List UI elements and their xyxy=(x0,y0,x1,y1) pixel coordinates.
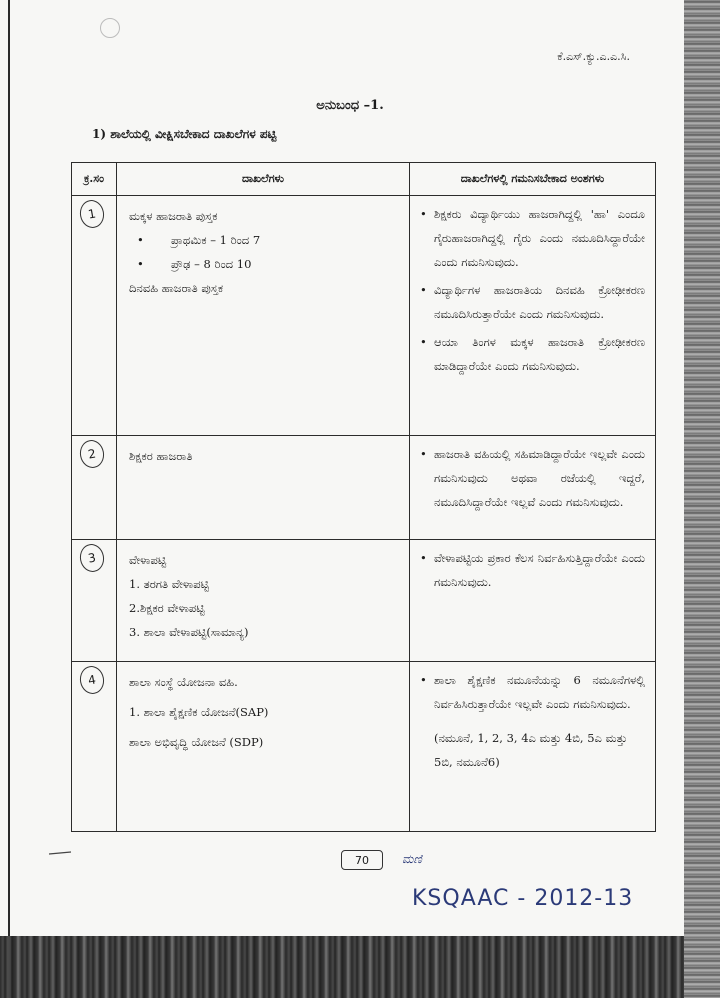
observation-item: • ಶಿಕ್ಷಕರು ವಿದ್ಯಾರ್ಥಿಯು ಹಾಜರಾಗಿದ್ದಲ್ಲಿ 'ಹಾ' ಎಂದೂ ಗೈರುಹಾಜರಾಗಿದ್ದಲ್ಲಿ ಗೈರು ಎಂದು ನಮೂದಿಸಿದ್ದಾರೆಯೇ ಎಂದು ಗಮನಿಸುವುದು. xyxy=(420,202,645,274)
table-row xyxy=(72,436,656,540)
observation-item: • ವಿದ್ಯಾರ್ಥಿಗಳ ಹಾಜರಾತಿಯ ದಿನವಹಿ ಕ್ರೋಢೀಕರಣ ನಮೂದಿಸಿರುತ್ತಾರೆಯೇ ಎಂದು ಗಮನಿಸುವುದು. xyxy=(420,278,645,326)
header-observations: ದಾಖಲೆಗಳಲ್ಲಿ ಗಮನಿಸಬೇಕಾದ ಅಂಶಗಳು xyxy=(410,163,656,196)
record-sub-item: 3. ಶಾಲಾ ವೇಳಾಪಟ್ಟಿ(ಸಾಮಾನ್ಯ) xyxy=(129,625,249,639)
record-title: ಶಾಲಾ ಸಂಸ್ಥೆ ಯೋಜನಾ ವಹಿ. xyxy=(129,675,238,689)
record-title: ವೇಳಾಪಟ್ಟಿ xyxy=(129,553,167,567)
record-title: ಮಕ್ಕಳ ಹಾಜರಾತಿ ಪುಸ್ತಕ xyxy=(129,209,218,223)
table-row xyxy=(72,540,656,662)
row-number: 1 xyxy=(78,198,106,230)
document-code: ಕೆ.ಎಸ್.ಕ್ಯು.ಎ.ಎ.ಸಿ. xyxy=(557,50,630,63)
record-sub-item: • ಪ್ರೌಢ – 8 ರಿಂದ 10 xyxy=(129,252,401,276)
record-title: ಶಿಕ್ಷಕರ ಹಾಜರಾತಿ xyxy=(129,449,193,463)
observation-cell xyxy=(410,436,656,540)
row-number-cell xyxy=(72,662,117,832)
page-binding-edge xyxy=(684,0,720,998)
record-sub-item: 1. ಶಾಲಾ ಶೈಕ್ಷಣಿಕ ಯೋಜನೆ(SAP) xyxy=(129,705,269,719)
page-number: 70 xyxy=(341,850,383,870)
record-sub-item: 2.ಶಿಕ್ಷಕರ ವೇಳಾಪಟ್ಟಿ xyxy=(129,601,205,615)
table-row xyxy=(72,662,656,832)
row-number: 2 xyxy=(78,438,106,470)
row-number-cell xyxy=(72,436,117,540)
observation-cell xyxy=(410,662,656,832)
header-number: ಕ್ರ.ಸಂ xyxy=(72,163,117,196)
scan-artifact-strip xyxy=(0,936,700,998)
row-number-cell xyxy=(72,540,117,662)
handwritten-dash-mark xyxy=(48,850,72,856)
annex-title: ಅನುಬಂಧ –1. xyxy=(316,98,384,113)
row-number-cell xyxy=(72,196,117,436)
observation-note: (ನಮೂನೆ, 1, 2, 3, 4ಎ ಮತ್ತು 4ಬಿ, 5ಎ ಮತ್ತು 5ಬಿ, ನಮೂನೆ6) xyxy=(434,731,628,769)
row-number: 4 xyxy=(78,664,106,696)
observation-item: • ಆಯಾ ತಿಂಗಳ ಮಕ್ಕಳ ಹಾಜರಾತಿ ಕ್ರೋಢೀಕರಣ ಮಾಡಿದ್ದಾರೆಯೇ ಎಂದು ಗಮನಿಸುವುದು. xyxy=(420,330,645,378)
observation-cell xyxy=(410,196,656,436)
record-sub-item: • ಪ್ರಾಥಮಿಕ – 1 ರಿಂದ 7 xyxy=(129,228,401,252)
table-row xyxy=(72,196,656,436)
observation-item: • ಶಾಲಾ ಶೈಕ್ಷಣಿಕ ನಮೂನೆಯನ್ನು 6 ನಮೂನೆಗಳಲ್ಲಿ ನಿರ್ವಹಿಸಿರುತ್ತಾರೆಯೇ ಇಲ್ಲವೇ ಎಂದು ಗಮನಿಸುವುದು. xyxy=(420,668,645,716)
record-sub-item: 1. ತರಗತಿ ವೇಳಾಪಟ್ಟಿ xyxy=(129,577,209,591)
records-table xyxy=(71,162,656,832)
section-subtitle: 1) ಶಾಲೆಯಲ್ಲಿ ವೀಕ್ಷಿಸಬೇಕಾದ ದಾಖಲೆಗಳ ಪಟ್ಟಿ xyxy=(92,127,277,141)
record-sub-item: ಶಾಲಾ ಅಭಿವೃದ್ಧಿ ಯೋಜನೆ (SDP) xyxy=(129,735,264,749)
record-cell xyxy=(117,662,410,832)
observation-item: • ಹಾಜರಾತಿ ವಹಿಯಲ್ಲಿ ಸಹಿಮಾಡಿದ್ದಾರೆಯೇ ಇಲ್ಲವೇ ಎಂದು ಗಮನಿಸುವುದು ಅಥವಾ ರಜೆಯಲ್ಲಿ ಇದ್ದರೆ, ನಮೂದಿಸಿದ್ದಾರೆಯೇ ಇಲ್ಲವೆ ಎಂದು ಗಮನಿಸುವುದು. xyxy=(420,442,645,514)
observation-cell xyxy=(410,540,656,662)
row-number: 3 xyxy=(78,542,106,574)
punch-hole-mark xyxy=(100,18,120,38)
header-records: ದಾಖಲೆಗಳು xyxy=(117,163,410,196)
record-line: ದಿನವಹಿ ಹಾಜರಾತಿ ಪುಸ್ತಕ xyxy=(129,281,224,295)
record-cell xyxy=(117,196,410,436)
page-left-edge xyxy=(8,0,10,998)
record-cell xyxy=(117,540,410,662)
table-header-row xyxy=(72,163,656,196)
record-cell xyxy=(117,436,410,540)
handwritten-signature: ಮಣಿ xyxy=(402,852,422,866)
handwritten-code: KSQAAC - 2012-13 xyxy=(412,886,634,911)
observation-item: • ವೇಳಾಪಟ್ಟಿಯ ಪ್ರಕಾರ ಕೆಲಸ ನಿರ್ವಹಿಸುತ್ತಿದ್ದಾರೆಯೇ ಎಂದು ಗಮನಿಸುವುದು. xyxy=(420,546,645,594)
